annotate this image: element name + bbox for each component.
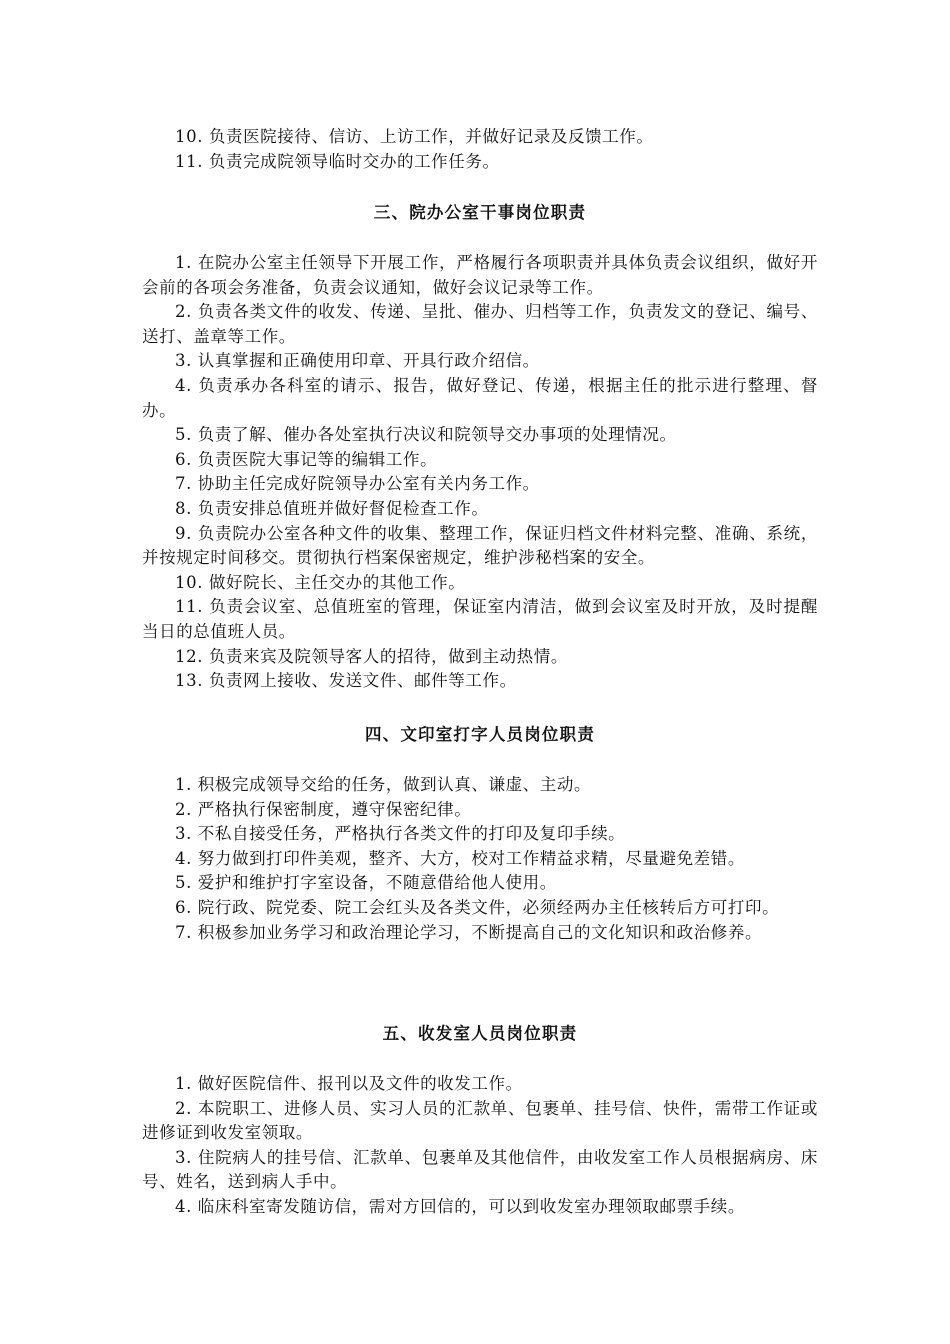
list-item: 11. 负责会议室、总值班室的管理，保证室内清洁，做到会议室及时开放，及时提醒当日的总值班人员。 (142, 597, 818, 641)
list-item: 1. 积极完成领导交给的任务，做到认真、谦虚、主动。 (175, 775, 592, 794)
section4-list (142, 773, 818, 945)
list-item: 7. 协助主任完成好院领导办公室有关内务工作。 (175, 474, 540, 494)
list-item: 1. 做好医院信件、报刊以及文件的收发工作。 (175, 1074, 523, 1093)
list-item: 4. 负责承办各科室的请示、报告，做好登记、传递，根据主任的批示进行整理、督办。 (142, 375, 818, 420)
list-item: 3. 不私自接受任务，严格执行各类文件的打印及复印手续。 (175, 824, 626, 844)
list-item: 4. 努力做到打印件美观，整齐、大方，校对工作精益求精，尽量避免差错。 (175, 848, 745, 868)
section-heading: 五、收发室人员岗位职责 (382, 1024, 578, 1043)
list-item: 3. 住院病人的挂号信、汇款单、包裹单及其他信件，由收发室工作人员根据病房、床号、姓名，送到病人手中。 (142, 1147, 818, 1192)
list-item: 5. 负责了解、催办各处室执行决议和院领导交办事项的处理情况。 (175, 425, 677, 445)
section5-list (142, 1072, 818, 1220)
list-item: 2. 负责各类文件的收发、传递、呈批、催办、归档等工作，负责发文的登记、编号、送打、盖章等工作。 (142, 302, 818, 346)
list-item: 6. 院行政、院党委、院工会红头及各类文件，必须经两办主任核转后方可打印。 (175, 897, 780, 917)
list-item: 11. 负责完成院领导临时交办的工作任务。 (175, 151, 500, 171)
list-item: 3. 认真掌握和正确使用印章、开具行政介绍信。 (175, 351, 540, 371)
top-items-list (142, 125, 818, 174)
list-item: 2. 本院职工、进修人员、实习人员的汇款单、包裹单、挂号信、快件，需带工作证或进修证到收发室领取。 (142, 1098, 818, 1143)
list-item: 8. 负责安排总值班并做好督促检查工作。 (175, 498, 489, 518)
section-heading: 四、文印室打字人员岗位职责 (364, 725, 596, 744)
list-item: 2. 严格执行保密制度，遵守保密纪律。 (175, 799, 472, 819)
list-item: 7. 积极参加业务学习和政治理论学习，不断提高自己的文化知识和政治修养。 (175, 922, 763, 942)
section3-list (142, 251, 818, 694)
list-item: 9. 负责院办公室各种文件的收集、整理工作，保证归档文件材料完整、准确、系统，并按规定时间移交。贯彻执行档案保密规定，维护涉秘档案的安全。 (142, 523, 818, 568)
list-item: 10. 做好院长、主任交办的其他工作。 (175, 572, 466, 592)
list-item: 12. 负责来宾及院领导客人的招待，做到主动热情。 (175, 646, 568, 666)
list-item: 10. 负责医院接待、信访、上访工作，并做好记录及反馈工作。 (175, 127, 654, 146)
list-item: 5. 爱护和维护打字室设备，不随意借给他人使用。 (175, 873, 557, 893)
list-item: 6. 负责医院大事记等的编辑工作。 (175, 449, 438, 469)
list-item: 13. 负责网上接收、发送文件、邮件等工作。 (175, 671, 517, 691)
list-item: 1. 在院办公室主任领导下开展工作，严格履行各项职责并具体负责会议组织，做好开会前的各项会务准备，负责会议通知，做好会议记录等工作。 (142, 253, 818, 297)
list-item: 4. 临床科室寄发随访信，需对方回信的，可以到收发室办理领取邮票手续。 (175, 1196, 745, 1216)
section-heading: 三、院办公室干事岗位职责 (373, 203, 587, 222)
